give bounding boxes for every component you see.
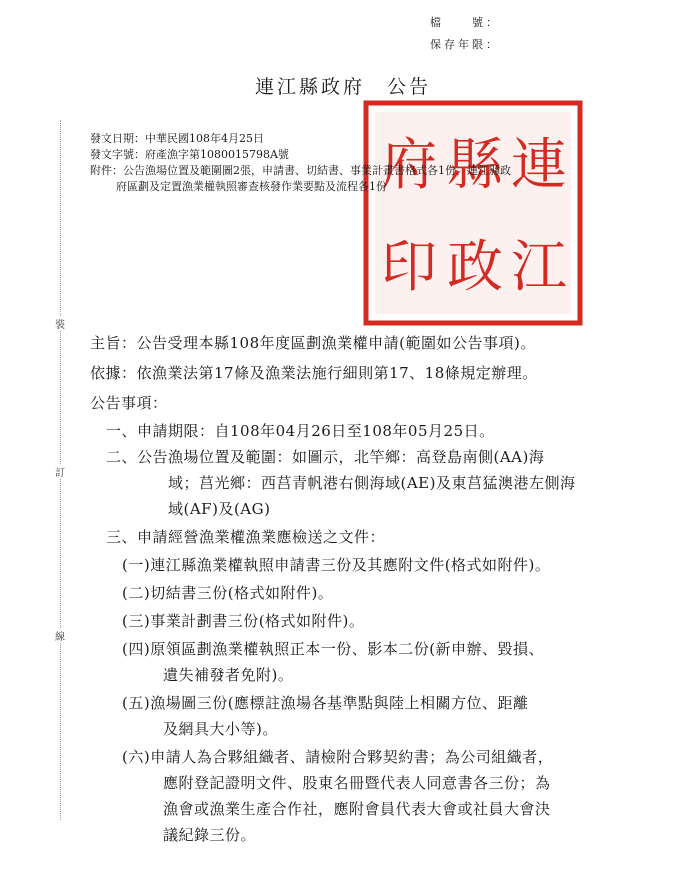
archive-number-label: 檔 號： [430,16,500,29]
sub-item-3: (三)事業計劃書三份(格式如附件)。 [122,612,365,630]
sub-item-1: (一)連江縣漁業權執照申請書三份及其應附文件(格式如附件)。 [122,556,551,574]
issue-date: 發文日期：中華民國108年4月25日 [90,132,264,145]
seal-char: 政 [447,235,503,300]
seal-char: 江 [511,235,567,300]
margin-mark-staple: 訂 [55,464,65,479]
sub-item-6-line-4: 議紀錄三份。 [163,826,257,844]
attachment-line-1: 附件：公告漁場位置及範圍圖2張，申請書、切結書、事業計畫書格式各1份，連江縣政 [90,164,511,177]
sub-item-6-line-2: 應附登記證明文件、股東名冊暨代表人同意書各三份；為 [163,774,551,792]
seal-char: 印 [381,235,437,300]
retention-period-label: 保存年限： [430,38,500,51]
attachment-line-2: 府區劃及定置漁業權執照審查核發作業要點及流程各1份 [116,180,387,193]
document-number: 發文字號：府產漁字第1080015798A號 [90,148,289,161]
basis: 依據：依漁業法第17條及漁業法施行細則第17、18條規定辦理。 [90,364,538,382]
sub-item-6-line-3: 漁會或漁業生產合作社，應附會員代表大會或社員大會決 [163,800,551,818]
item-1: 一、申請期限：自108年04月26日至108年05月25日。 [106,422,495,440]
sub-item-4-line-1: (四)原領區劃漁業權執照正本一份、影本二份(新申辦、毀損、 [122,640,545,658]
sub-item-5-line-2: 及網具大小等)。 [163,720,278,738]
item-2-line-1: 二、公告漁場位置及範圍：如圖示，北竿鄉：高登島南側(AA)海 [106,448,545,466]
seal-char: 府 [381,133,437,198]
subject: 主旨：公告受理本縣108年度區劃漁業權申請(範圍如公告事項)。 [90,334,536,352]
sub-item-5-line-1: (五)漁場圖三份(應標註漁場各基準點與陸上相關方位、距離 [122,694,529,712]
page-title: 連江縣政府 公告 [255,76,432,98]
official-seal-stamp [363,100,583,326]
seal-char: 縣 [447,133,503,198]
seal-char: 連 [511,133,567,198]
sub-item-2: (二)切結書三份(格式如附件)。 [122,584,334,602]
sub-item-4-line-2: 遺失補發者免附)。 [163,666,294,684]
item-2-line-3: 域(AF)及(AG) [168,500,271,518]
item-3: 三、申請經營漁業權漁業應檢送之文件： [106,528,386,546]
margin-mark-bind: 裝 [55,316,65,331]
items-heading: 公告事項： [90,394,168,412]
sub-item-6-line-1: (六)申請人為合夥組織者、請檢附合夥契約書；為公司組織者， [122,748,554,766]
item-2-line-2: 域；莒光鄉：西莒青帆港右側海域(AE)及東莒猛澳港左側海 [168,474,576,492]
margin-mark-line: 線 [55,628,65,643]
